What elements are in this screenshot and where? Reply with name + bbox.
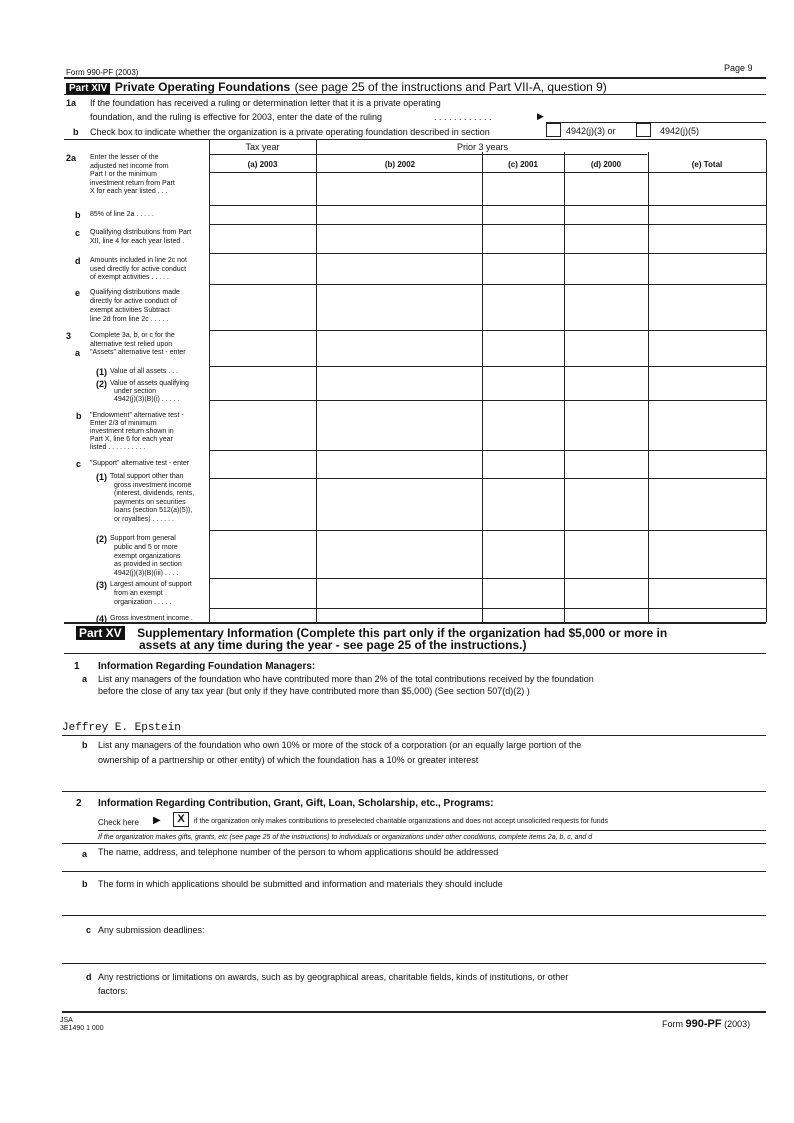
row-3c1-label-line: or royalties) . . . . . . bbox=[114, 515, 174, 523]
row-3a-label-line: "Assets" alternative test - enter bbox=[90, 349, 186, 356]
cell-2a-cola[interactable] bbox=[210, 173, 315, 204]
part14-header bbox=[66, 78, 766, 93]
cell-2d-cola[interactable] bbox=[210, 254, 315, 283]
part15-badge: Part XV bbox=[76, 626, 125, 640]
cell-2d-cold[interactable] bbox=[565, 254, 647, 283]
row-2a-label-line: Part I or the minimum bbox=[90, 171, 157, 179]
cell-3a1-colc[interactable] bbox=[483, 367, 563, 399]
row-3a2-label-line: Value of assets qualifying bbox=[110, 380, 189, 387]
cell-3c2-cold[interactable] bbox=[565, 579, 647, 607]
row-2a-number: 2a bbox=[66, 153, 77, 163]
row-3c4-label-line: Gross investment income . bbox=[110, 615, 193, 622]
cell-2e-cole[interactable] bbox=[649, 285, 765, 329]
cell-3b-cole[interactable] bbox=[649, 451, 765, 477]
cell-3a2-cole[interactable] bbox=[649, 401, 765, 449]
footer-form-id: Form 990-PF (2003) bbox=[662, 1018, 751, 1030]
row-2a-label-line: adjusted net income from bbox=[90, 162, 169, 170]
row-3b-label-line: listed . . . . . . . . . . bbox=[90, 444, 146, 451]
xv-line-2d-num: d bbox=[86, 972, 92, 982]
cell-3b-colb[interactable] bbox=[317, 451, 481, 477]
cell-2b-cola[interactable] bbox=[210, 206, 315, 223]
cell-3c3-cole[interactable] bbox=[649, 609, 765, 621]
cell-3a1-cold[interactable] bbox=[565, 367, 647, 399]
row-3c3-label-line: organization . . . . . bbox=[114, 598, 172, 606]
cell-3a1-cola[interactable] bbox=[210, 367, 315, 399]
cell-2d-colc[interactable] bbox=[483, 254, 563, 283]
cell-3c1-colb[interactable] bbox=[317, 531, 481, 577]
cell-2b-cold[interactable] bbox=[565, 206, 647, 223]
col-b-2002: (b) 2002 bbox=[384, 160, 416, 169]
cell-3a1-cole[interactable] bbox=[649, 367, 765, 399]
line-1b-text: Check box to indicate whether the organization is a private operating foundation described in section bbox=[90, 127, 490, 137]
cell-3c3-colb[interactable] bbox=[317, 609, 481, 621]
row-3b-number: b bbox=[76, 411, 82, 421]
row-2e-label-line: exempt activities Subtract bbox=[90, 307, 170, 314]
row-2b-number: b bbox=[75, 210, 81, 220]
cell-2d-cole[interactable] bbox=[649, 254, 765, 283]
row-3c3-number: (3) bbox=[96, 580, 107, 590]
jsa-label: JSA bbox=[60, 1017, 73, 1024]
row-3a-number: 3 bbox=[66, 331, 72, 341]
row-2c-label-line: Qualifying distributions from Part bbox=[90, 229, 192, 236]
cell-3c2-cole[interactable] bbox=[649, 579, 765, 607]
cell-2e-colb[interactable] bbox=[317, 285, 481, 329]
cell-3c1-cola[interactable] bbox=[210, 531, 315, 577]
row-3c4-number: (4) bbox=[96, 614, 107, 624]
xv-line-1a-num: a bbox=[82, 674, 88, 684]
cell-2c-colc[interactable] bbox=[483, 225, 563, 252]
xv-line-2c-text: Any submission deadlines: bbox=[98, 925, 205, 935]
part15-title2: assets at any time during the year - see page 25 of the instructions.) bbox=[139, 638, 527, 652]
cell-3a2-colc[interactable] bbox=[483, 401, 563, 449]
row-3a-label-line: alternative test relied upon bbox=[90, 340, 173, 348]
row-3c2-number: (2) bbox=[96, 534, 107, 544]
col-prior-years: Prior 3 years bbox=[456, 142, 509, 152]
line-1a-text2: foundation, and the ruling is effective for 2003, enter the date of the ruling bbox=[90, 112, 383, 122]
row-3c1-label-line: gross investment income bbox=[114, 481, 192, 489]
cell-3c3-cola[interactable] bbox=[210, 609, 315, 621]
row-2b-label-line: 85% of line 2a . . . . . bbox=[90, 211, 154, 218]
xv-line-1a-text1: List any managers of the foundation who have contributed more than 2% of the total contributions received by the foundation bbox=[98, 674, 594, 684]
cell-3a1-colb[interactable] bbox=[317, 367, 481, 399]
row-3a1-number: (1) bbox=[96, 367, 107, 377]
xv-line-2b-text: The form in which applications should be submitted and information and materials they should include bbox=[98, 879, 503, 889]
cell-3c1-cole[interactable] bbox=[649, 531, 765, 577]
cell-2b-cole[interactable] bbox=[649, 206, 765, 223]
xv-line-1-num: 1 bbox=[74, 661, 80, 672]
check-text2: If the organization makes gifts, grants, etc (see page 25 of the instructions) to individuals or organizations under other conditions, complete items 2a, b, c, and d bbox=[98, 834, 593, 841]
cell-2a-cole[interactable] bbox=[649, 173, 765, 204]
col-a-2003: (a) 2003 bbox=[247, 160, 278, 169]
page-number: Page 9 bbox=[724, 63, 753, 73]
row-3c1-label-line: payments on securities bbox=[114, 498, 186, 506]
row-2a-label-line: X for each year listed . . . bbox=[90, 188, 168, 196]
xv-line-2a-num: a bbox=[82, 849, 88, 859]
row-3b-label-line: investment return shown in bbox=[90, 428, 174, 435]
preselected-only-checkbox[interactable]: X bbox=[173, 812, 189, 827]
row-3c2-label-line: exempt organizations bbox=[114, 552, 181, 560]
row-2a-label-line: Enter the lesser of the bbox=[90, 154, 159, 161]
xv-line-2a-text: The name, address, and telephone number of the person to whom applications should be addressed bbox=[98, 847, 499, 857]
row-3a-label-line: Complete 3a, b, or c for the bbox=[90, 332, 175, 339]
cell-3c3-cold[interactable] bbox=[565, 609, 647, 621]
ruling-date-field[interactable] bbox=[548, 108, 766, 121]
xv-line-1-title: Information Regarding Foundation Managers: bbox=[98, 661, 316, 672]
option-4942j5: 4942(j)(5) bbox=[660, 126, 700, 136]
col-e-total: (e) Total bbox=[691, 160, 723, 169]
xv-line-1a-text2: before the close of any tax year (but only if they have contributed more than $5,000) (See section 507(d)(2) ) bbox=[98, 686, 530, 696]
row-3a1-label-line: Value of all assets . . . bbox=[110, 368, 178, 375]
row-3a2-label-line: 4942(j)(3)(B)(i) . . . . . bbox=[114, 396, 180, 403]
xv-line-2b-num: b bbox=[82, 879, 88, 889]
cell-3c2-cola[interactable] bbox=[210, 579, 315, 607]
xv-line-2d-text1: Any restrictions or limitations on awards, such as by geographical areas, charitable fields, kinds of institutions, or other bbox=[98, 972, 569, 982]
cell-2c-cole[interactable] bbox=[649, 225, 765, 252]
cell-3a2-colb[interactable] bbox=[317, 401, 481, 449]
cell-3c1-colc[interactable] bbox=[483, 531, 563, 577]
check-text: if the organization only makes contributions to preselected charitable organizations and does not accept unsolicited requests for funds bbox=[194, 818, 609, 825]
xv-line-2c-num: c bbox=[86, 925, 92, 935]
row-2a-label-line: investment return from Part bbox=[90, 179, 175, 187]
row-2c-label-line: XII, line 4 for each year listed . bbox=[90, 238, 185, 245]
row-2c-number: c bbox=[75, 228, 81, 238]
row-3a-sub-number: a bbox=[75, 348, 81, 358]
xv-line-2-num: 2 bbox=[76, 798, 82, 809]
line-1a-num: 1a bbox=[66, 98, 77, 108]
xv-line-1b-text1: List any managers of the foundation who own 10% or more of the stock of a corporation (or an equally large portion of the bbox=[98, 740, 582, 750]
check-arrow-icon: ▶ bbox=[153, 815, 161, 826]
cell-2a-cold[interactable] bbox=[565, 173, 647, 204]
row-2e-label-line: line 2d from line 2c . . . . . bbox=[90, 316, 169, 323]
part14-title: Private Operating Foundations bbox=[114, 80, 291, 94]
part15-title1: Supplementary Information (Complete this part only if the organization had $5,000 or more in bbox=[137, 626, 668, 640]
row-2e-number: e bbox=[75, 288, 81, 298]
row-3c2-label-line: as provided in section bbox=[114, 561, 182, 569]
row-2d-label-line: of exempt activities . . . . . bbox=[90, 274, 169, 281]
cell-3b-cold[interactable] bbox=[565, 451, 647, 477]
cell-3a2-cold[interactable] bbox=[565, 401, 647, 449]
row-2d-number: d bbox=[75, 256, 81, 266]
cell-2c-cola[interactable] bbox=[210, 225, 315, 252]
row-3c1-number: (1) bbox=[96, 472, 107, 482]
row-3c1-label-line: loans (section 512(a)(5)), bbox=[114, 507, 193, 514]
manager-name: Jeffrey E. Epstein bbox=[62, 722, 181, 734]
line-1b-num: b bbox=[73, 127, 79, 137]
cell-3c3-colc[interactable] bbox=[483, 609, 563, 621]
cell-2a-colb[interactable] bbox=[317, 173, 481, 204]
cell-2e-cola[interactable] bbox=[210, 285, 315, 329]
row-3a2-label-line: under section bbox=[114, 388, 157, 395]
cell-3c2-colc[interactable] bbox=[483, 579, 563, 607]
cell-2c-colb[interactable] bbox=[317, 225, 481, 252]
cell-2c-cold[interactable] bbox=[565, 225, 647, 252]
xv-line-2d-text2: factors: bbox=[98, 986, 128, 996]
xv-line-1b-text2: ownership of a partnership or other entity) of which the foundation has a 10% or greater interest bbox=[98, 755, 479, 765]
row-3c1-label-line: (interest, dividends, rents, bbox=[114, 490, 195, 497]
cell-3c1-cold[interactable] bbox=[565, 531, 647, 577]
row-3b-label-line: "Endowment" alternative test - bbox=[90, 412, 184, 419]
row-3c3-label-line: Largest amount of support bbox=[110, 581, 192, 588]
cell-3c2-colb[interactable] bbox=[317, 579, 481, 607]
cell-3b-cola[interactable] bbox=[210, 451, 315, 477]
row-3c2-label-line: public and 5 or more bbox=[114, 543, 178, 551]
row-3c-label-line: "Support" alternative test - enter bbox=[90, 460, 190, 467]
cell-2b-colb[interactable] bbox=[317, 206, 481, 223]
xv-line-1b-num: b bbox=[82, 740, 88, 750]
cell-2b-colc[interactable] bbox=[483, 206, 563, 223]
row-3c-number: c bbox=[76, 459, 82, 469]
cell-3a2-cola[interactable] bbox=[210, 401, 315, 449]
cell-3b-colc[interactable] bbox=[483, 451, 563, 477]
cell-2e-colc[interactable] bbox=[483, 285, 563, 329]
row-3c2-label-line: Support from general bbox=[110, 535, 176, 542]
cell-2d-colb[interactable] bbox=[317, 254, 481, 283]
checkbox-4942j3[interactable] bbox=[546, 123, 561, 137]
cell-2e-cold[interactable] bbox=[565, 285, 647, 329]
line-1a-dots: . . . . . . . . . . . . bbox=[434, 112, 492, 122]
option-4942j3: 4942(j)(3) or bbox=[566, 126, 616, 136]
jsa-code: 3E1490 1 000 bbox=[60, 1025, 104, 1032]
row-2d-label-line: used directly for active conduct bbox=[90, 265, 187, 273]
check-here-label: Check here bbox=[98, 818, 139, 827]
col-c-2001: (c) 2001 bbox=[508, 160, 538, 169]
row-3c3-label-line: from an exempt bbox=[114, 589, 163, 597]
row-3c1-label-line: Total support other than bbox=[110, 473, 184, 480]
row-3b-label-line: Part X, line 6 for each year bbox=[90, 436, 173, 443]
part14-title-rest: (see page 25 of the instructions and Part VII-A, question 9) bbox=[294, 80, 607, 94]
form-id: Form 990-PF (2003) bbox=[66, 68, 139, 77]
col-d-2000: (d) 2000 bbox=[590, 160, 622, 169]
line-1a-text1: If the foundation has received a ruling or determination letter that it is a private operating bbox=[90, 98, 441, 108]
row-2e-label-line: directly for active conduct of bbox=[90, 298, 177, 305]
xv-line-2-title: Information Regarding Contribution, Grant, Gift, Loan, Scholarship, etc., Programs: bbox=[98, 798, 494, 809]
arrow-icon: ▶ bbox=[537, 111, 544, 121]
row-3b-label-line: Enter 2/3 of minimum bbox=[90, 420, 157, 427]
row-2e-label-line: Qualifying distributions made bbox=[90, 289, 180, 296]
checkbox-4942j5[interactable] bbox=[636, 123, 651, 137]
row-2d-label-line: Amounts included in line 2c not bbox=[90, 257, 187, 264]
row-3a2-number: (2) bbox=[96, 379, 107, 389]
part14-badge: Part XIV bbox=[66, 83, 110, 94]
row-3c2-label-line: 4942(j)(3)(B)(iii) . . . . bbox=[114, 570, 179, 578]
col-tax-year: Tax year bbox=[245, 142, 280, 152]
cell-2a-colc[interactable] bbox=[483, 173, 563, 204]
